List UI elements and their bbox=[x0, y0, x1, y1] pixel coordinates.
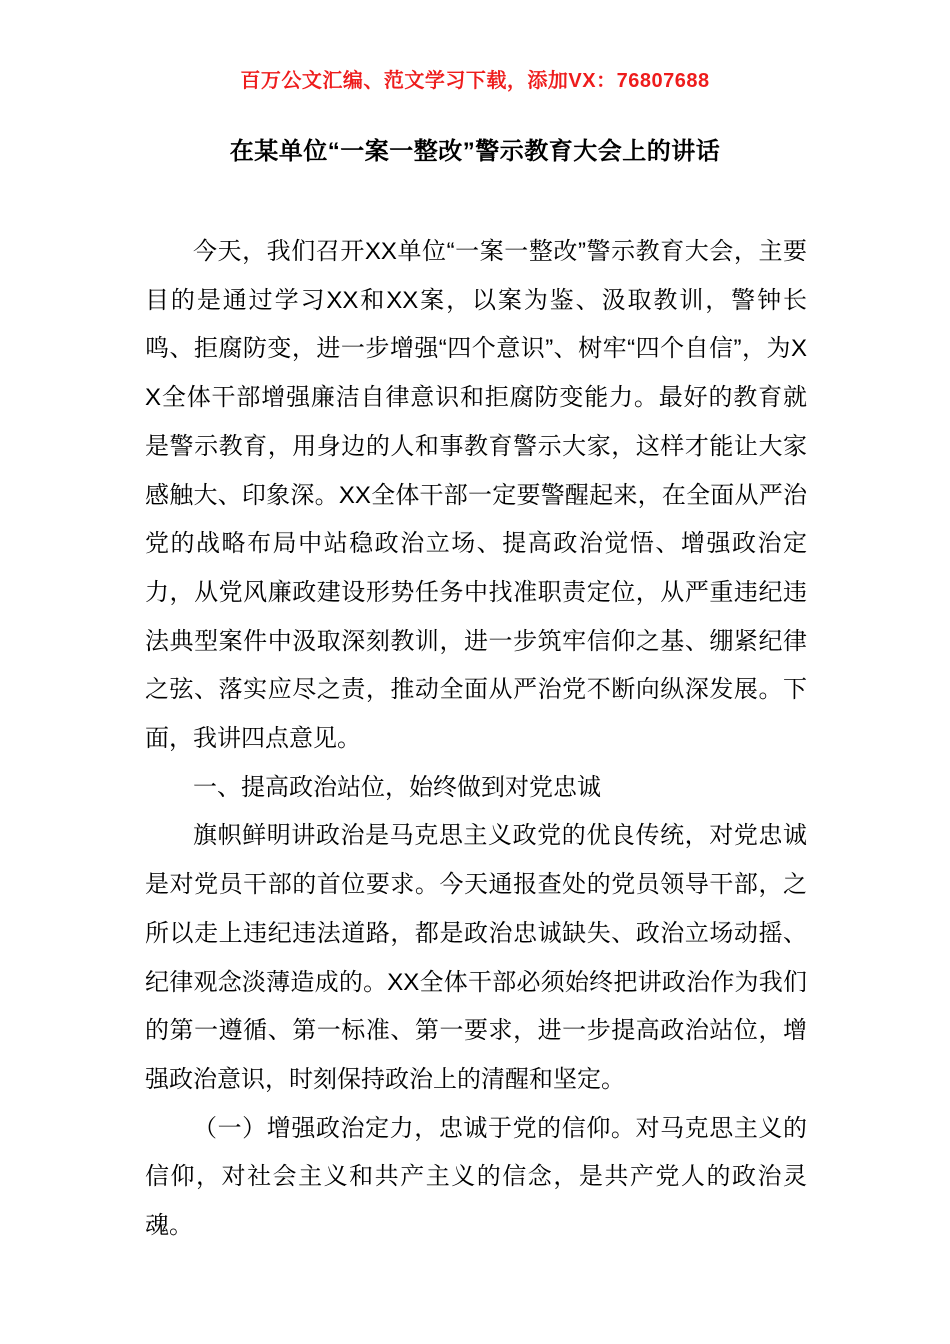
document-title: 在某单位“一案一整改”警示教育大会上的讲话 bbox=[229, 138, 721, 165]
paragraph-section-1: 旗帜鲜明讲政治是马克思主义政党的优良传统，对党忠诚是对党员干部的首位要求。今天通报查处的党员领导干部，之所以走上违纪违法道路，都是政治忠诚缺失、政治立场动摇、纪律观念淡薄造成的。XX全体干部必须始终把讲政治作为我们的第一遵循、第一标准、第一要求，进一步提高政治站位，增强政治意识，时刻保持政治上的清醒和坚定。 bbox=[145, 822, 807, 1093]
document-body bbox=[145, 228, 807, 1251]
paragraph-intro: 今天，我们召开XX单位“一案一整改”警示教育大会，主要目的是通过学习XX和XX案，以案为鉴、汲取教训，警钟长鸣、拒腐防变，进一步增强“四个意识”、树牢“四个自信”，为XX全体干部增强廉洁自律意识和拒腐防变能力。最好的教育就是警示教育，用身边的人和事教育警示大家，这样才能让大家感触大、印象深。XX全体干部一定要警醒起来，在全面从严治党的战略布局中站稳政治立场、提高政治觉悟、增强政治定力，从党风廉政建设形势任务中找准职责定位，从严重违纪违法典型案件中汲取深刻教训，进一步筑牢信仰之基、绷紧纪律之弦、落实应尽之责，推动全面从严治党不断向纵深发展。下面，我讲四点意见。 bbox=[145, 238, 807, 753]
paragraph-subsection-1-1: （一）增强政治定力，忠诚于党的信仰。对马克思主义的信仰，对社会主义和共产主义的信念，是共产党人的政治灵魂。 bbox=[145, 1114, 807, 1240]
section-heading-1: 一、提高政治站位，始终做到对党忠诚 bbox=[193, 773, 601, 801]
promo-notice: 百万公文汇编、范文学习下载，添加VX：76807688 bbox=[240, 70, 710, 92]
